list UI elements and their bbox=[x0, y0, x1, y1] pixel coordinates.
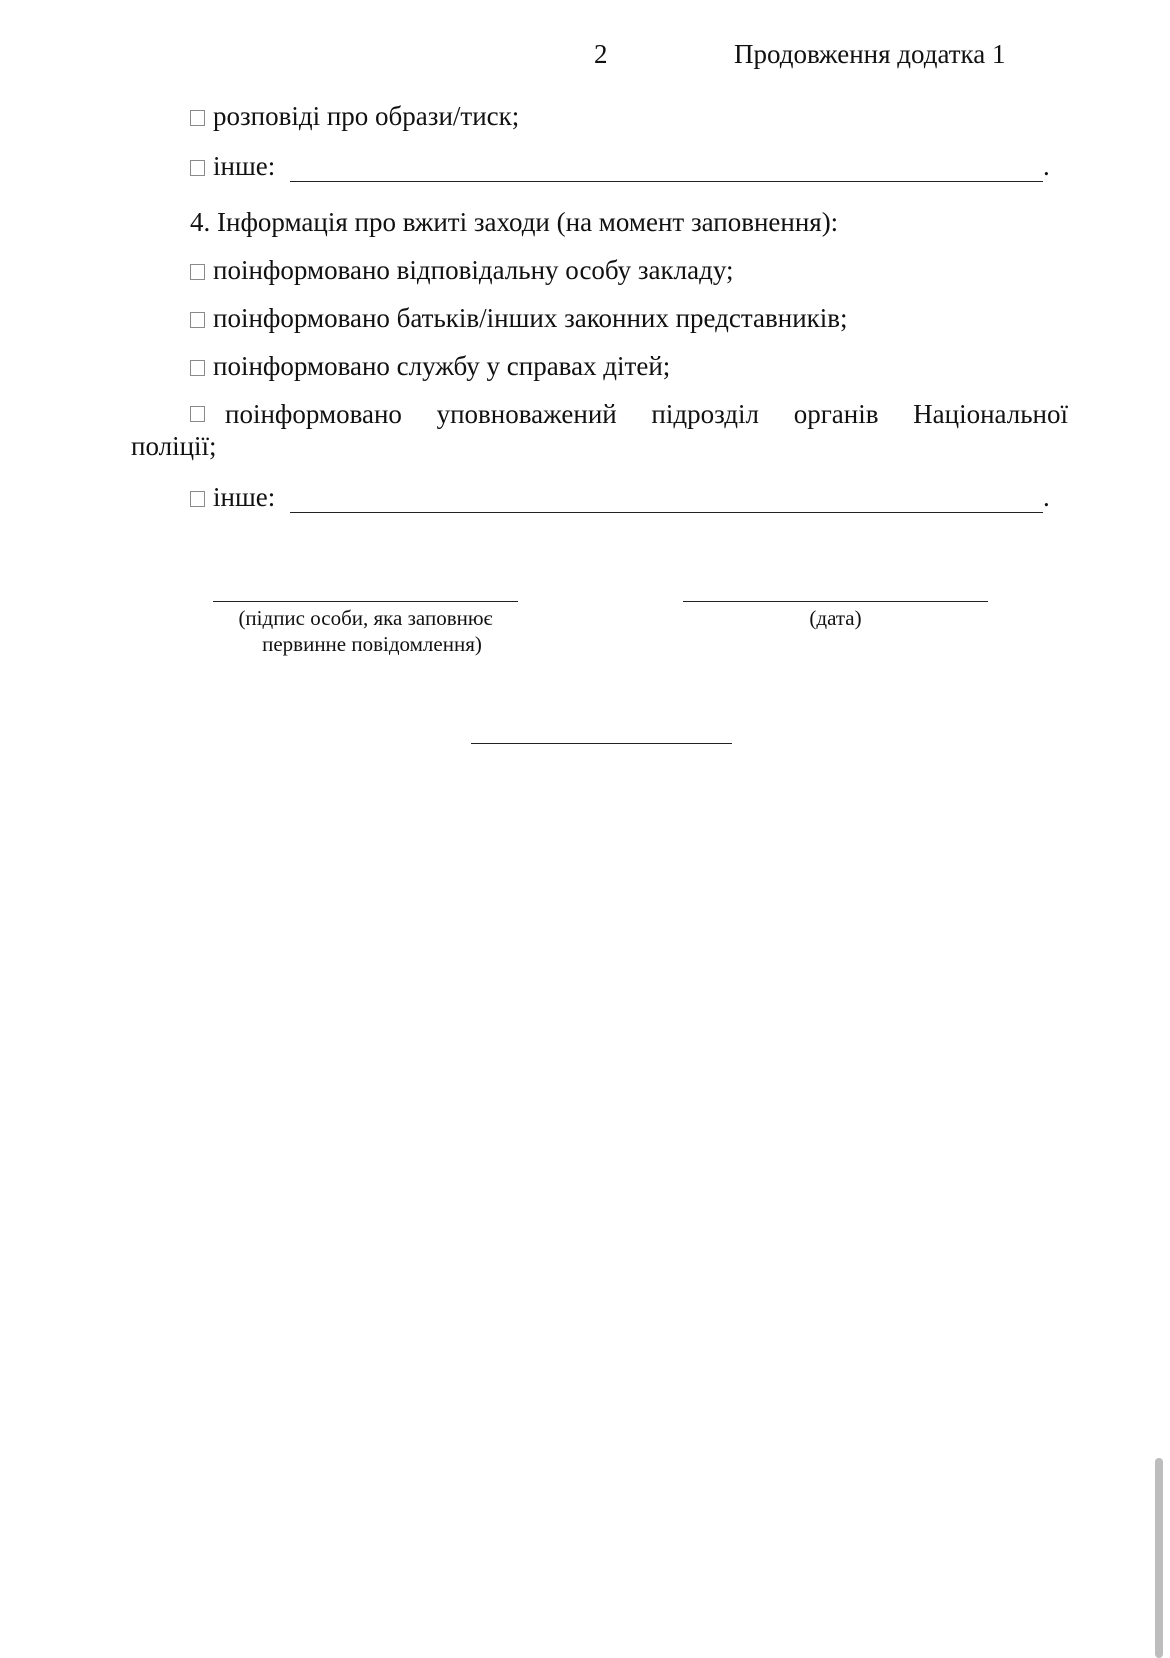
list-item-label: поінформовано уповноважений підрозділ органів Національної bbox=[225, 399, 1068, 429]
signature-line[interactable] bbox=[213, 601, 518, 602]
list-item-label: інше: bbox=[213, 151, 276, 181]
list-item-other bbox=[190, 150, 275, 182]
list-item bbox=[190, 302, 848, 334]
continuation-label: Продовження додатка 1 bbox=[734, 39, 1006, 69]
checkbox-icon[interactable] bbox=[190, 264, 205, 280]
line-period: . bbox=[1043, 151, 1050, 181]
checkbox-icon[interactable] bbox=[190, 406, 205, 422]
checkbox-icon[interactable] bbox=[190, 360, 205, 376]
page-number: 2 bbox=[594, 39, 608, 69]
scrollbar-thumb[interactable] bbox=[1155, 1458, 1163, 1658]
list-item-label: поінформовано службу у справах дітей; bbox=[213, 351, 671, 381]
checkbox-icon[interactable] bbox=[190, 312, 205, 328]
separator-line bbox=[471, 743, 732, 744]
date-caption: (дата) bbox=[809, 606, 862, 630]
list-item bbox=[190, 100, 519, 132]
fill-line[interactable] bbox=[290, 181, 1043, 182]
list-item-label: інше: bbox=[213, 482, 276, 512]
checkbox-icon[interactable] bbox=[190, 160, 205, 176]
signature-caption: (підпис особи, яка заповнює bbox=[238, 606, 493, 630]
list-item-label: розповіді про образи/тиск; bbox=[213, 101, 520, 131]
line-period: . bbox=[1043, 482, 1050, 512]
signature-caption-line2: первинне повідомлення) bbox=[262, 632, 482, 656]
list-item bbox=[190, 350, 670, 382]
list-item-label: поінформовано батьків/інших законних представників; bbox=[213, 303, 848, 333]
list-item bbox=[190, 254, 734, 286]
list-item-label-continued: поліції; bbox=[131, 431, 217, 461]
date-line[interactable] bbox=[683, 601, 988, 602]
checkbox-icon[interactable] bbox=[190, 110, 205, 126]
list-item-label: поінформовано відповідальну особу закладу; bbox=[213, 255, 734, 285]
fill-line[interactable] bbox=[290, 512, 1043, 513]
section-heading: 4. Інформація про вжиті заходи (на момент заповнення): bbox=[190, 207, 839, 237]
list-item-other bbox=[190, 481, 275, 513]
checkbox-icon[interactable] bbox=[190, 491, 205, 507]
list-item-police bbox=[190, 398, 1068, 430]
